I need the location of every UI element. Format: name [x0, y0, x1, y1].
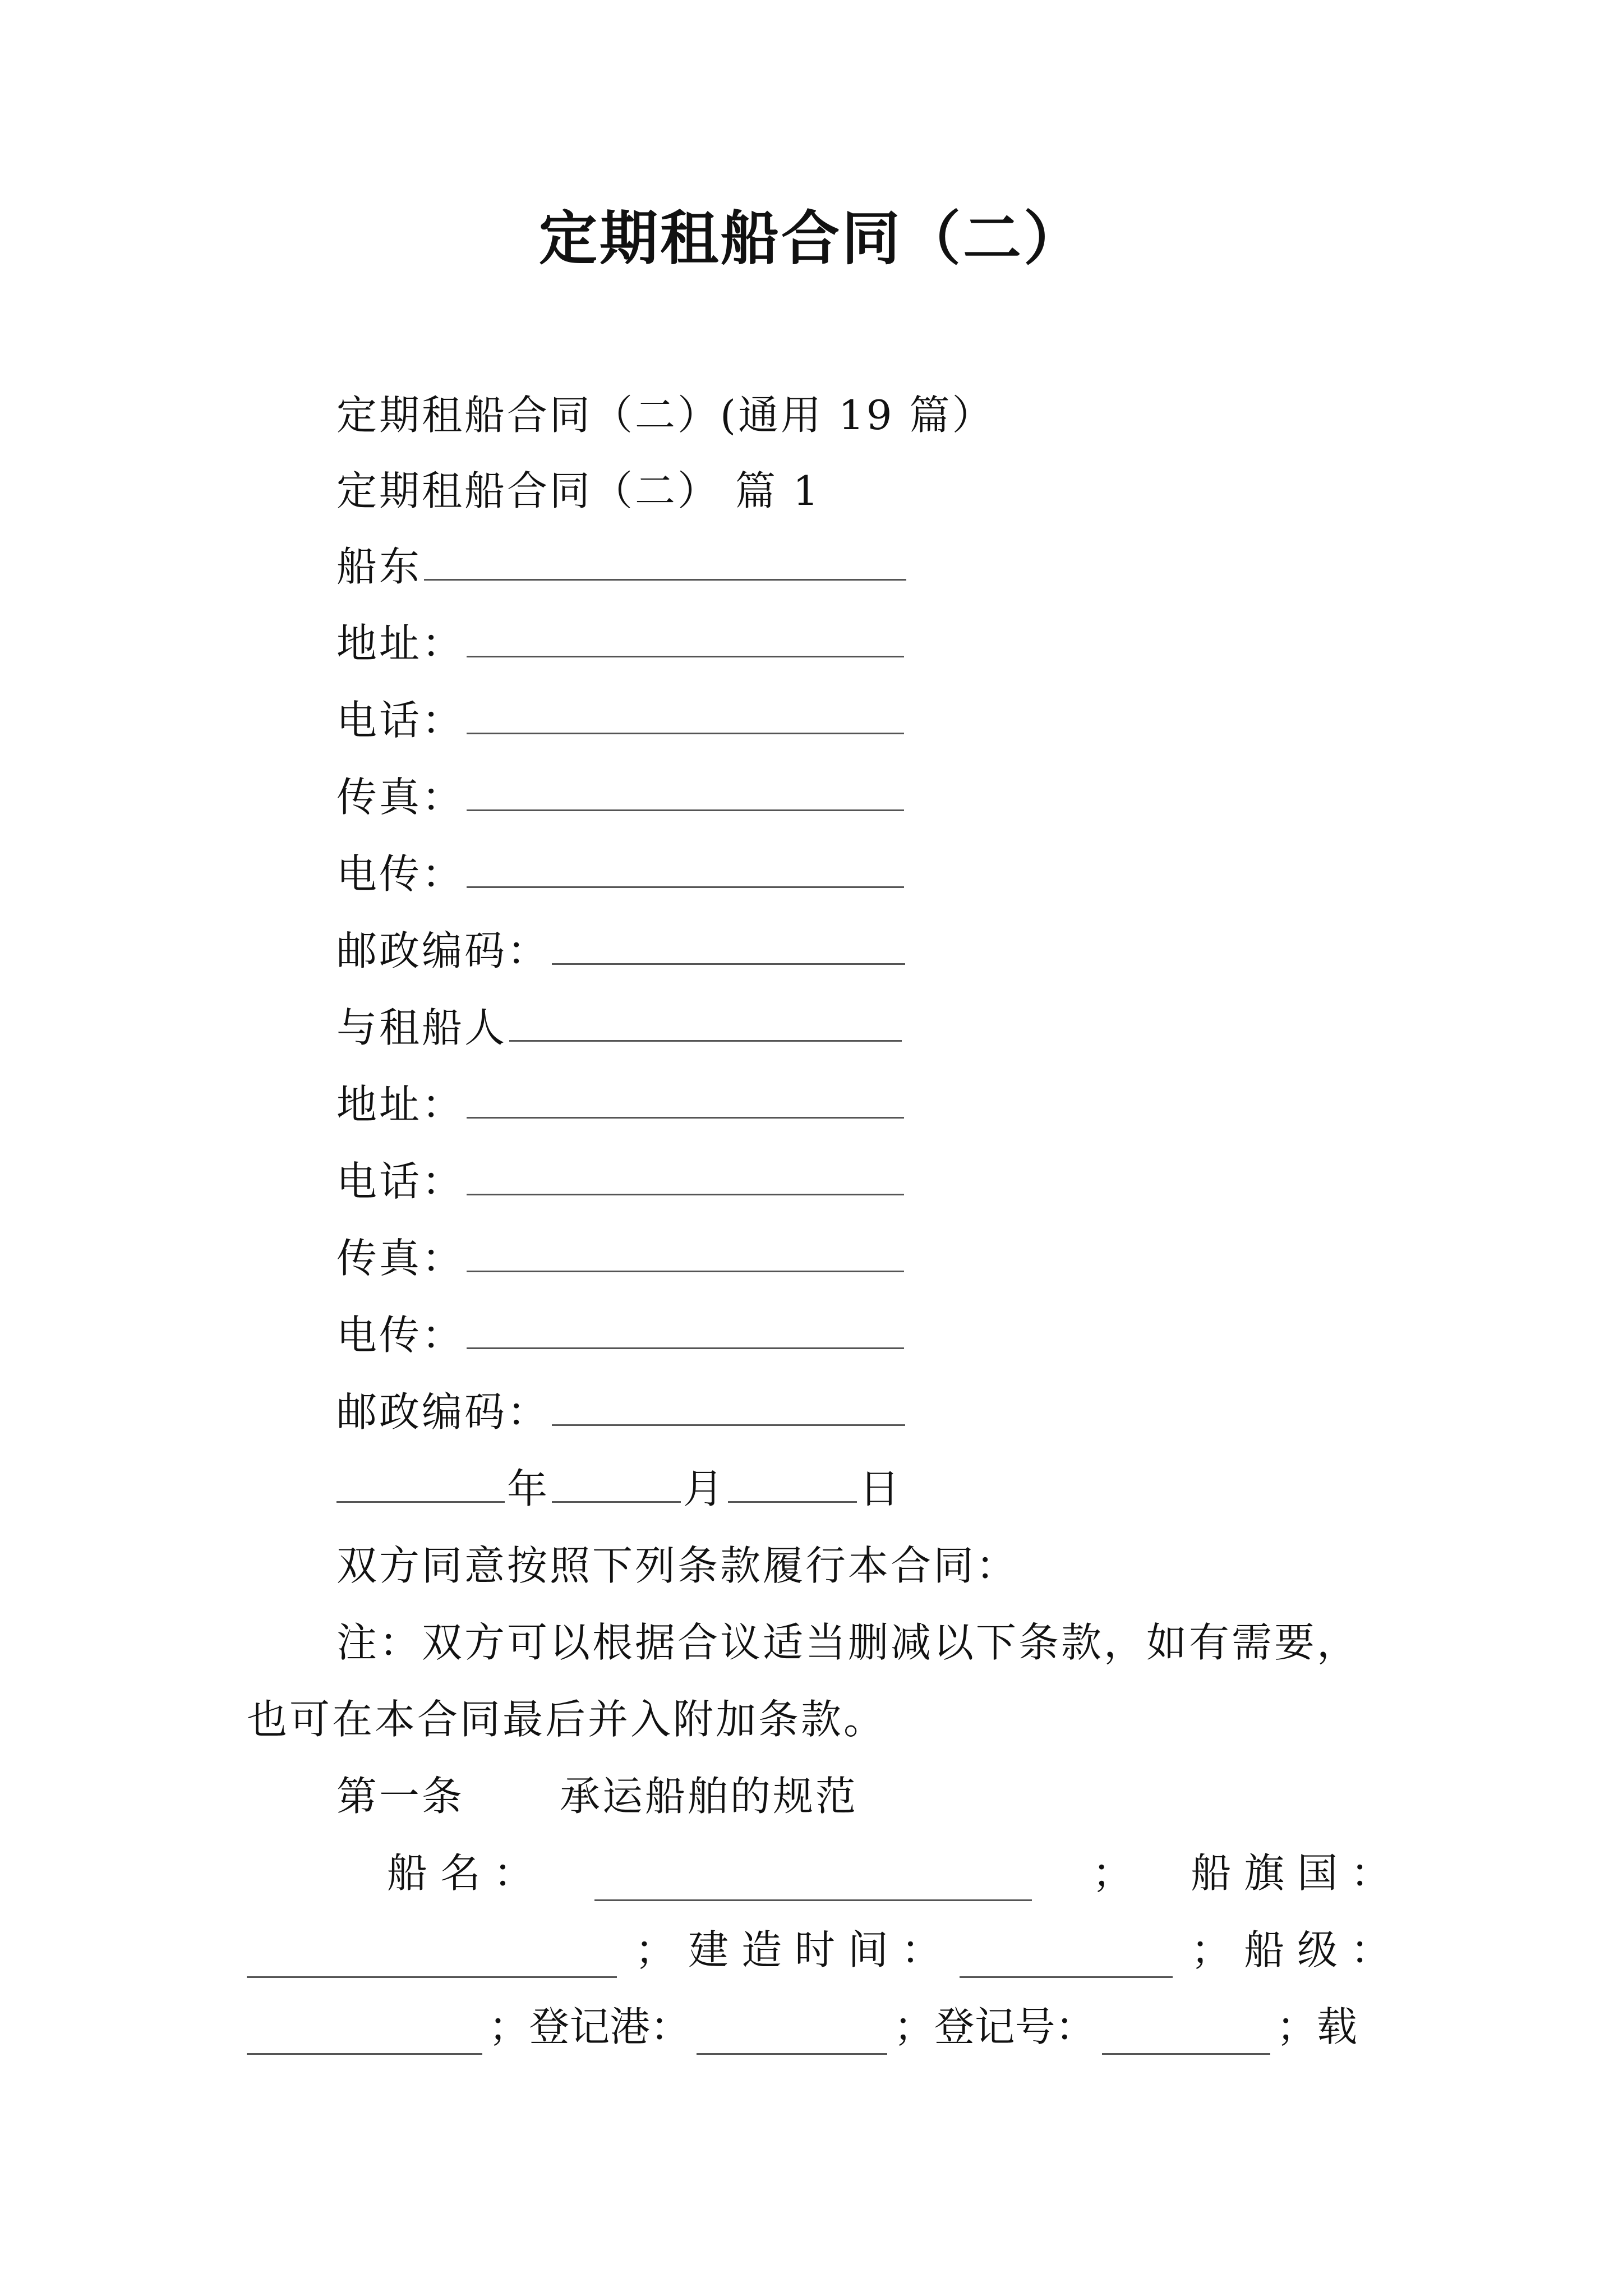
shipowner-postcode-label: 邮政编码：: [336, 927, 550, 974]
charterer-telex-blank[interactable]: [467, 1307, 904, 1349]
reg-no-blank[interactable]: [1102, 2013, 1270, 2055]
charterer-address-label: 地址：: [336, 1081, 465, 1128]
article-1-title: 承运船舶的规范: [560, 1773, 859, 1820]
day-label: 日: [859, 1465, 902, 1512]
charterer-address-row: [336, 1076, 906, 1133]
flag-blank[interactable]: [247, 1936, 617, 1978]
month-label: 月: [683, 1465, 726, 1512]
reg-port-label: ；登记港：: [488, 2003, 691, 2050]
flag-label: 船 旗 国 ：: [1191, 1849, 1391, 1897]
charterer-postcode-blank[interactable]: [552, 1384, 905, 1426]
day-blank[interactable]: [728, 1461, 857, 1503]
charterer-phone-label: 电话：: [336, 1158, 465, 1205]
section-heading: 定期租船合同（二） 篇 1: [336, 467, 821, 514]
ship-name-blank[interactable]: [594, 1859, 1032, 1901]
shipowner-telex-blank[interactable]: [467, 846, 904, 888]
shipowner-label: 船东: [336, 543, 422, 590]
shipowner-address-blank[interactable]: [467, 615, 904, 657]
build-class-row: [247, 1922, 1391, 1978]
shipowner-fax-label: 传真：: [336, 774, 465, 821]
charterer-fax-label: 传真：: [336, 1235, 465, 1282]
charterer-fax-row: [336, 1230, 906, 1286]
shipowner-postcode-blank[interactable]: [552, 923, 905, 965]
article-1-number: 第一条: [336, 1773, 465, 1820]
shipowner-address-row: [336, 615, 906, 671]
shipowner-fax-blank[interactable]: [467, 769, 904, 811]
reg-no-label: ；登记号：: [893, 2003, 1096, 2050]
tail-text: ；载: [1276, 2003, 1357, 2050]
ship-name-row: [247, 1845, 1391, 1901]
registration-row: [247, 1999, 1357, 2055]
class-label: ； 船 级 ：: [1191, 1926, 1391, 1973]
shipowner-phone-blank[interactable]: [467, 692, 904, 734]
shipowner-blank[interactable]: [424, 539, 906, 581]
shipowner-telex-row: [336, 846, 906, 902]
class-blank[interactable]: [247, 2013, 482, 2055]
shipowner-row: [336, 539, 909, 595]
shipowner-postcode-row: [336, 923, 907, 979]
charterer-phone-blank[interactable]: [467, 1153, 904, 1195]
charterer-telex-row: [336, 1307, 906, 1363]
document-title: 定期租船合同（二）: [538, 204, 1084, 273]
article-1-heading: [336, 1768, 858, 1824]
charterer-fax-blank[interactable]: [467, 1230, 904, 1272]
agreement-text: 双方同意按照下列条款履行本合同：: [336, 1542, 1019, 1589]
shipowner-telex-label: 电传：: [336, 850, 465, 898]
charterer-telex-label: 电传：: [336, 1312, 465, 1359]
charterer-blank[interactable]: [509, 1000, 902, 1042]
year-label: 年: [507, 1465, 550, 1512]
shipowner-address-label: 地址：: [336, 620, 465, 667]
build-time-label: ； 建 造 时 间 ：: [635, 1926, 942, 1973]
ship-name-label: 船 名 ：: [387, 1849, 534, 1897]
shipowner-fax-row: [336, 769, 906, 825]
reg-port-blank[interactable]: [697, 2013, 887, 2055]
charterer-address-blank[interactable]: [467, 1076, 904, 1119]
note-line-1: 注：双方可以根据合议适当删减以下条款，如有需要，: [336, 1619, 1360, 1666]
month-blank[interactable]: [552, 1461, 681, 1503]
charterer-postcode-label: 邮政编码：: [336, 1388, 550, 1435]
charterer-row: [336, 1000, 904, 1056]
year-blank[interactable]: [336, 1461, 505, 1503]
build-time-blank[interactable]: [960, 1936, 1173, 1978]
charterer-postcode-row: [336, 1384, 907, 1440]
charterer-phone-row: [336, 1153, 906, 1209]
charterer-label: 与租船人: [336, 1004, 508, 1051]
note-line-2: 也可在本合同最后并入附加条款。: [247, 1696, 887, 1743]
document-subtitle: 定期租船合同（二）(通用 19 篇）: [336, 392, 995, 439]
shipowner-phone-row: [336, 692, 906, 748]
date-row: [336, 1461, 902, 1517]
shipowner-phone-label: 电话：: [336, 697, 465, 744]
ship-name-semicolon: ；: [1092, 1849, 1133, 1897]
